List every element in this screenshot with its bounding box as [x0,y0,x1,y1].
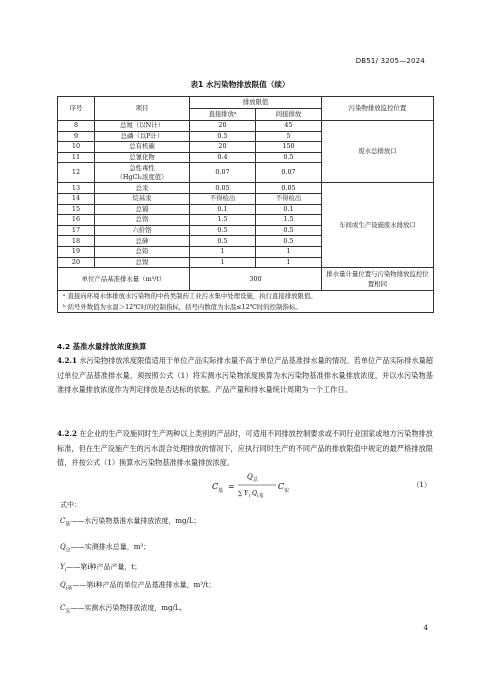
cell-indirect: 1 [256,257,322,268]
cell-indirect: 不得检出 [256,193,322,204]
baseline-location: 排水量计量位置与污染物排放监控位置相同 [322,268,434,291]
definition-row [60,516,201,527]
cell-item: 总铬 [95,215,190,226]
definition-row [60,562,141,573]
cell-no: 19 [58,246,95,257]
definition-text: ——水污染物基准水量排放浓度，mg/L； [70,517,201,525]
cell-location-workshop: 车间或生产设施废水排放口 [322,183,434,268]
cell-item: 总镉 [95,204,190,215]
where-label: 式中： [60,501,81,509]
cell-item: 总氰化物 [95,152,190,163]
cell-no: 18 [58,236,95,247]
symbol-c-measured: $C_实$ [60,604,71,615]
section-title: 4.2 基准水量排放浓度换算 [57,342,147,351]
header-direct: 直接排放ᵃ [190,109,256,121]
svg-text:基: 基 [218,488,224,494]
cell-no: 8 [58,121,95,132]
cell-indirect: 150 [256,142,322,153]
cell-indirect: 0.1 [256,204,322,215]
symbol-q-total: $Q_总$ [60,543,71,554]
page-number: 4 [423,624,428,632]
cell-no: 14 [58,193,95,204]
definition-row [60,580,215,591]
symbol-c-base: $C_基$ [60,517,71,528]
svg-text:C: C [278,482,285,491]
cell-direct: 0.07 [190,163,256,183]
cell-direct: 0.4 [190,152,256,163]
cell-direct: 0.05 [190,183,256,194]
baseline-row [58,268,434,291]
header-location: 污染物排放监控位置 [322,97,434,121]
cell-direct: 0.5 [190,236,256,247]
cell-no: 9 [58,131,95,142]
cell-item-line2: （HgCl₂浓度值） [116,172,168,181]
cell-indirect: 0.05 [256,183,322,194]
cell-direct: 20 [190,142,256,153]
cell-item: 总氮（以N计） [95,121,190,132]
clause-number: 4.2.2 [57,429,78,438]
cell-no: 17 [58,225,95,236]
cell-no: 13 [58,183,95,194]
definition-text: ——实测排水总量，m³； [70,543,151,551]
header-no: 序号 [58,97,95,121]
cell-item: 总砷 [95,236,190,247]
cell-indirect: 0.5 [256,225,322,236]
svg-text:实: 实 [284,488,290,494]
cell-direct: 0.5 [190,131,256,142]
cell-no: 15 [58,204,95,215]
cell-item: 六价铬 [95,225,190,236]
cell-indirect: 5 [256,131,322,142]
table-row [58,183,434,194]
svg-text:∑: ∑ [238,490,243,497]
cell-item [95,163,190,183]
cell-indirect: 45 [256,121,322,132]
baseline-label: 单位产品基准排水量（m³/t） [58,268,190,291]
definition-text: ——第i种产品的单位产品基准排水量，m³/t； [72,581,216,589]
cell-no: 20 [58,257,95,268]
svg-text:=: = [228,482,235,491]
cell-indirect: 0.5 [256,152,322,163]
pollutant-limit-table [57,96,434,313]
standard-code: DB51/ 3205—2024 [355,57,425,65]
header-limit: 排放限值 [190,97,322,109]
header-item: 项目 [95,97,190,121]
svg-text:i: i [249,494,251,499]
paragraph-4-2-2 [57,427,433,471]
table-row [58,121,434,132]
svg-text:Q: Q [252,490,257,497]
paragraph-text: 在企业的生产设施同时生产两种以上类别的产品时，可适用不同排放控制要求或不同行业国家或地方污染物排放标准，但在生产设施产生的污水混合处理排放的情况下，应执行同时生产的不同产品的排放限值中规定的最严格排放限值，并按公式（1）换算水污染物基准排水量排放浓度。 [57,429,433,468]
cell-direct: 1 [190,246,256,257]
note-a: ᵃ 直接向环境水体排放水污染物的中药类制药工业污水集中处理设施，执行直接排放限值。 [58,291,434,302]
svg-text:基: 基 [259,494,264,499]
note-row [58,291,434,302]
cell-direct: 1 [190,257,256,268]
cell-item: 总汞 [95,183,190,194]
cell-item: 总铅 [95,246,190,257]
cell-direct: 不得检出 [190,193,256,204]
clause-number: 4.2.1 [57,356,78,365]
note-row [58,302,434,313]
cell-indirect: 1 [256,246,322,257]
svg-text:Y: Y [244,490,248,497]
paragraph-text: 水污染物排放浓度限值适用于单位产品实际排水量不高于单位产品基准排水量的情况。若单位产品实际排水量超过单位产品基准排水量，须按照公式（1）将实测水污染物浓度换算为水污染物基准排水量排放浓度，并以水污染物基准排水量排放浓度作为判定排放是否达标的依据。产品产量和排水量统计周期为一个工作日。 [57,356,433,395]
paragraph-4-2-1 [57,354,433,398]
note-b: ᵇ 括号外数值为水温＞12℃时的控制指标，括号内数值为水温≤12℃时的控制指标。 [58,302,434,313]
table-caption: 表1 水污染物排放限值（续） [190,80,290,89]
svg-text:i: i [257,494,259,499]
cell-direct: 1.5 [190,215,256,226]
cell-direct: 0.5 [190,225,256,236]
cell-direct: 0.1 [190,204,256,215]
symbol-y-i: $Y_i$ [60,563,67,574]
cell-indirect: 0.07 [256,163,322,183]
definition-row [60,542,150,553]
cell-item: 总镍 [95,257,190,268]
conversion-formula [212,468,302,502]
formula-number: （1） [412,481,431,489]
definition-row [60,603,187,614]
svg-text:总: 总 [253,477,259,483]
cell-item: 总有机碳 [95,142,190,153]
cell-no: 16 [58,215,95,226]
svg-text:C: C [212,482,219,491]
cell-no: 12 [58,163,95,183]
cell-item: 总磷（以P计） [95,131,190,142]
cell-no: 11 [58,152,95,163]
svg-text:Q: Q [247,473,253,481]
cell-indirect: 1.5 [256,215,322,226]
definition-text: ——第i种产品产量，t； [66,563,142,571]
cell-location-total: 废水总排放口 [322,121,434,183]
cell-indirect: 0.5 [256,236,322,247]
cell-item: 烷基汞 [95,193,190,204]
baseline-value: 300 [190,268,322,291]
cell-no: 10 [58,142,95,153]
definition-text: ——实测水污染物排放浓度，mg/L。 [70,604,187,612]
cell-item-line1: 急性毒性 [129,164,155,173]
cell-direct: 20 [190,121,256,132]
header-indirect: 间接排放 [256,109,322,121]
symbol-q-i-base: $Q_{i基}$ [60,581,73,592]
